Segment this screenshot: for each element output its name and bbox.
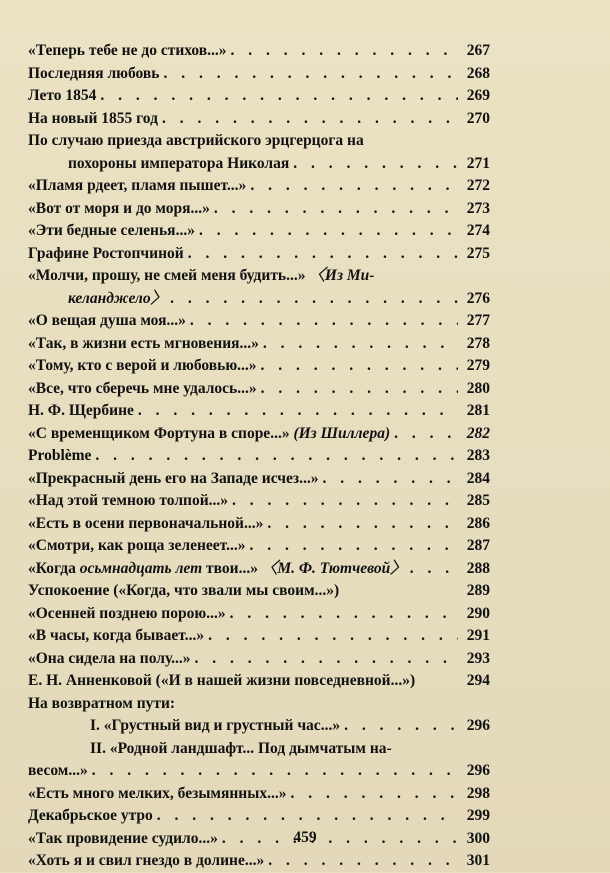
toc-entry-text: твои...»: [202, 559, 262, 577]
dot-leader: [138, 400, 458, 423]
toc-entry-text: «Смотри, как роща зеленеет...»: [28, 537, 246, 554]
toc-entry-title: [28, 63, 160, 86]
toc-entry-title: [28, 220, 195, 243]
toc-entry-italic: 〈Из Ми-: [309, 267, 375, 284]
toc-entry-page: 281: [466, 402, 490, 419]
toc-entry-page: 272: [466, 177, 490, 194]
toc-entry-text: «Так провидение судило...»: [28, 829, 218, 847]
toc-entry-page: 270: [466, 109, 490, 127]
toc-entry-title: [28, 310, 186, 333]
dot-leader: [268, 850, 458, 873]
toc-entry-page: 275: [466, 244, 490, 262]
toc-entry-title: [28, 850, 264, 873]
toc-entry-title: [28, 670, 415, 693]
dot-leader: [92, 760, 458, 783]
toc-entry: [28, 423, 490, 446]
toc-entry: [28, 558, 490, 581]
toc-entry-page: 267: [466, 42, 490, 59]
toc-entry-text: «Теперь тебе не до стихов...»: [28, 42, 227, 59]
toc-entry-italic: (Из Шиллера): [293, 424, 391, 442]
toc-entry: [28, 445, 490, 468]
dot-leader: [164, 63, 459, 86]
dot-leader: [261, 378, 458, 401]
toc-entry-page: 273: [466, 199, 490, 217]
toc-entry-text: Успокоение («Когда, что звали мы своим...»): [28, 582, 340, 599]
toc-entry: [28, 40, 490, 63]
toc-entry-text: Декабрьское утро: [28, 807, 153, 824]
toc-entry-title: [28, 108, 158, 131]
toc-entry: [28, 355, 490, 378]
toc-entry-text: «Хоть я и свил гнездо в долине...»: [28, 852, 265, 869]
table-of-contents: [28, 40, 490, 873]
toc-entry-text: «Она сидела на полу...»: [28, 649, 191, 667]
dot-leader: [170, 288, 458, 311]
toc-entry-text: На новый 1855 год: [28, 109, 158, 127]
toc-entry-text: Н. Ф. Щербине: [28, 402, 134, 419]
toc-entry-page: 291: [466, 627, 490, 644]
dot-leader: [208, 625, 458, 648]
toc-entry-title: [28, 805, 153, 828]
toc-entry-page: 290: [466, 604, 490, 622]
toc-entry: [28, 580, 490, 603]
toc-entry: [28, 243, 490, 266]
toc-entry: [28, 783, 490, 806]
toc-entry-title: [28, 400, 134, 423]
toc-entry-title: [28, 693, 175, 716]
dot-leader: [394, 423, 458, 446]
toc-entry-text: «Пламя рдеет, пламя пышет...»: [28, 177, 247, 194]
dot-leader: [250, 175, 458, 198]
toc-entry-title: [28, 355, 257, 378]
toc-entry-text: «Когда: [28, 559, 80, 577]
toc-entry-text: Лето 1854: [28, 87, 97, 104]
toc-entry-page: 284: [466, 469, 490, 487]
dot-leader: [199, 220, 458, 243]
toc-entry-text: «Вот от моря и до моря...»: [28, 199, 210, 217]
toc-entry: [28, 490, 490, 513]
dot-leader: [195, 648, 458, 671]
toc-entry: [28, 63, 490, 86]
toc-entry: [28, 648, 490, 671]
toc-entry-title: [28, 445, 91, 468]
toc-entry-text: II. «Родной ландшафт... Под дымчатым на-: [90, 739, 392, 757]
toc-entry-text: «Тому, кто с верой и любовью...»: [28, 357, 257, 374]
toc-entry: [28, 130, 490, 153]
toc-entry-text: «Есть в осени первоначальной...»: [28, 514, 264, 532]
toc-entry: [28, 693, 490, 716]
toc-entry-text: весом...»: [28, 762, 88, 779]
toc-entry-text: «Молчи, прошу, не смей меня будить...»: [28, 267, 310, 284]
toc-entry-page: 277: [466, 312, 490, 329]
toc-entry-page: 286: [466, 514, 490, 532]
toc-entry-page: 285: [466, 492, 490, 509]
toc-entry-text: Problème: [28, 447, 92, 464]
toc-entry-text: «Над этой темною толпой...»: [28, 492, 229, 509]
toc-entry-title: [28, 535, 245, 558]
toc-entry-page: 293: [466, 649, 490, 667]
toc-entry-page: 278: [466, 334, 490, 352]
toc-entry-title: [68, 288, 166, 311]
dot-leader: [162, 108, 458, 131]
toc-entry-text: Графине Ростопчиной: [28, 244, 184, 262]
toc-entry: [28, 535, 490, 558]
toc-entry-title: [28, 265, 374, 288]
toc-entry: [28, 738, 490, 761]
toc-entry-title: [28, 558, 406, 581]
toc-entry-page: 282: [466, 424, 490, 442]
toc-entry: [28, 805, 490, 828]
toc-entry-text: «О вещая душа моя...»: [28, 312, 186, 329]
toc-entry-page: 280: [466, 379, 490, 397]
toc-entry: [28, 153, 490, 176]
dot-leader: [188, 243, 458, 266]
toc-entry: [28, 850, 490, 873]
toc-entry: [28, 288, 490, 311]
toc-entry-text: I. «Грустный вид и грустный час...»: [90, 717, 341, 734]
dot-leader: [410, 558, 458, 581]
dot-leader: [190, 310, 458, 333]
toc-entry-page: 287: [466, 537, 490, 554]
toc-entry-text: «В часы, когда бывает...»: [28, 627, 205, 644]
dot-leader: [267, 513, 458, 536]
toc-entry-title: [28, 198, 210, 221]
dot-leader: [100, 85, 458, 108]
toc-entry: [28, 220, 490, 243]
toc-entry-text: «Эти бедные селенья...»: [28, 222, 195, 239]
dot-leader: [232, 490, 458, 513]
toc-entry-italic: келанджело〉: [68, 289, 167, 307]
toc-entry-page: 299: [466, 807, 490, 824]
toc-entry-title: [28, 760, 88, 783]
toc-entry: [28, 670, 490, 693]
toc-entry-text: На возвратном пути:: [28, 694, 176, 712]
toc-entry-page: 298: [466, 784, 490, 802]
toc-entry-page: 269: [466, 87, 490, 104]
dot-leader: [95, 445, 458, 468]
toc-entry-page: 300: [466, 829, 490, 847]
toc-entry: [28, 175, 490, 198]
toc-entry-page: 268: [466, 64, 490, 82]
dot-leader: [263, 333, 458, 356]
toc-entry-page: 289: [466, 582, 490, 599]
dot-leader: [231, 40, 458, 63]
toc-entry-title: [28, 783, 286, 806]
toc-entry-title: [28, 513, 263, 536]
toc-entry-title: [28, 40, 227, 63]
toc-entry-title: [28, 603, 226, 626]
toc-entry-page: 288: [466, 559, 490, 577]
toc-entry-title: [28, 423, 390, 446]
toc-entry-text: «Так, в жизни есть мгновения...»: [28, 334, 259, 352]
toc-entry-text: «Осенней позднею порою...»: [28, 604, 226, 622]
toc-entry-page: 279: [466, 357, 490, 374]
toc-entry: [28, 760, 490, 783]
toc-entry-title: [28, 580, 339, 603]
toc-entry: [28, 310, 490, 333]
toc-entry: [28, 715, 490, 738]
toc-entry-page: 283: [466, 447, 490, 464]
toc-entry: [28, 333, 490, 356]
page-number: 459: [293, 829, 317, 846]
toc-entry-text: Последняя любовь: [28, 64, 160, 82]
dot-leader: [293, 153, 458, 176]
dot-leader: [157, 805, 458, 828]
dot-leader: [261, 355, 458, 378]
toc-entry-italic: осьмнадцать лет: [79, 559, 203, 577]
toc-entry: [28, 198, 490, 221]
toc-entry-title: [28, 243, 184, 266]
toc-entry: [28, 378, 490, 401]
toc-entry-title: [28, 490, 228, 513]
toc-entry-text: Е. Н. Анненковой («И в нашей жизни повседневной...»): [28, 672, 416, 689]
toc-entry-title: [28, 130, 364, 153]
dot-leader: [230, 603, 458, 626]
toc-entry-title: [28, 378, 257, 401]
toc-entry: [28, 400, 490, 423]
toc-entry-text: По случаю приезда австрийского эрцгерцога на: [28, 132, 364, 149]
toc-entry-title: [28, 175, 246, 198]
toc-entry-page: 294: [466, 672, 490, 689]
toc-entry-page: 301: [466, 852, 490, 869]
dot-leader: [290, 783, 458, 806]
toc-entry: [28, 265, 490, 288]
toc-entry: [28, 513, 490, 536]
toc-entry-page: 296: [466, 717, 490, 734]
toc-entry: [28, 625, 490, 648]
toc-entry-text: «Все, что сберечь мне удалось...»: [28, 379, 257, 397]
dot-leader: [344, 715, 458, 738]
toc-entry-title: [28, 333, 259, 356]
dot-leader: [323, 468, 459, 491]
toc-entry: [28, 468, 490, 491]
toc-entry-title: [68, 153, 289, 176]
toc-entry-title: [28, 648, 191, 671]
dot-leader: [249, 535, 458, 558]
toc-entry-title: [90, 715, 340, 738]
toc-entry-text: «Есть много мелких, безымянных...»: [28, 784, 287, 802]
dot-leader: [214, 198, 458, 221]
toc-entry-title: [28, 468, 319, 491]
toc-entry-page: 271: [466, 154, 490, 172]
toc-entry-title: [90, 738, 392, 761]
toc-entry-text: «Прекрасный день его на Западе исчез...»: [28, 469, 319, 487]
toc-entry-page: 274: [466, 222, 490, 239]
toc-entry-text: «С временщиком Фортуна в споре...»: [28, 424, 294, 442]
toc-entry-italic: 〈М. Ф. Тютчевой〉: [261, 559, 406, 577]
toc-entry-title: [28, 625, 204, 648]
toc-entry: [28, 108, 490, 131]
toc-entry: [28, 85, 490, 108]
toc-entry-page: 296: [466, 762, 490, 779]
toc-entry: [28, 603, 490, 626]
toc-entry-page: 276: [466, 289, 490, 307]
toc-entry-title: [28, 85, 96, 108]
toc-entry-text: похороны императора Николая: [68, 154, 290, 172]
